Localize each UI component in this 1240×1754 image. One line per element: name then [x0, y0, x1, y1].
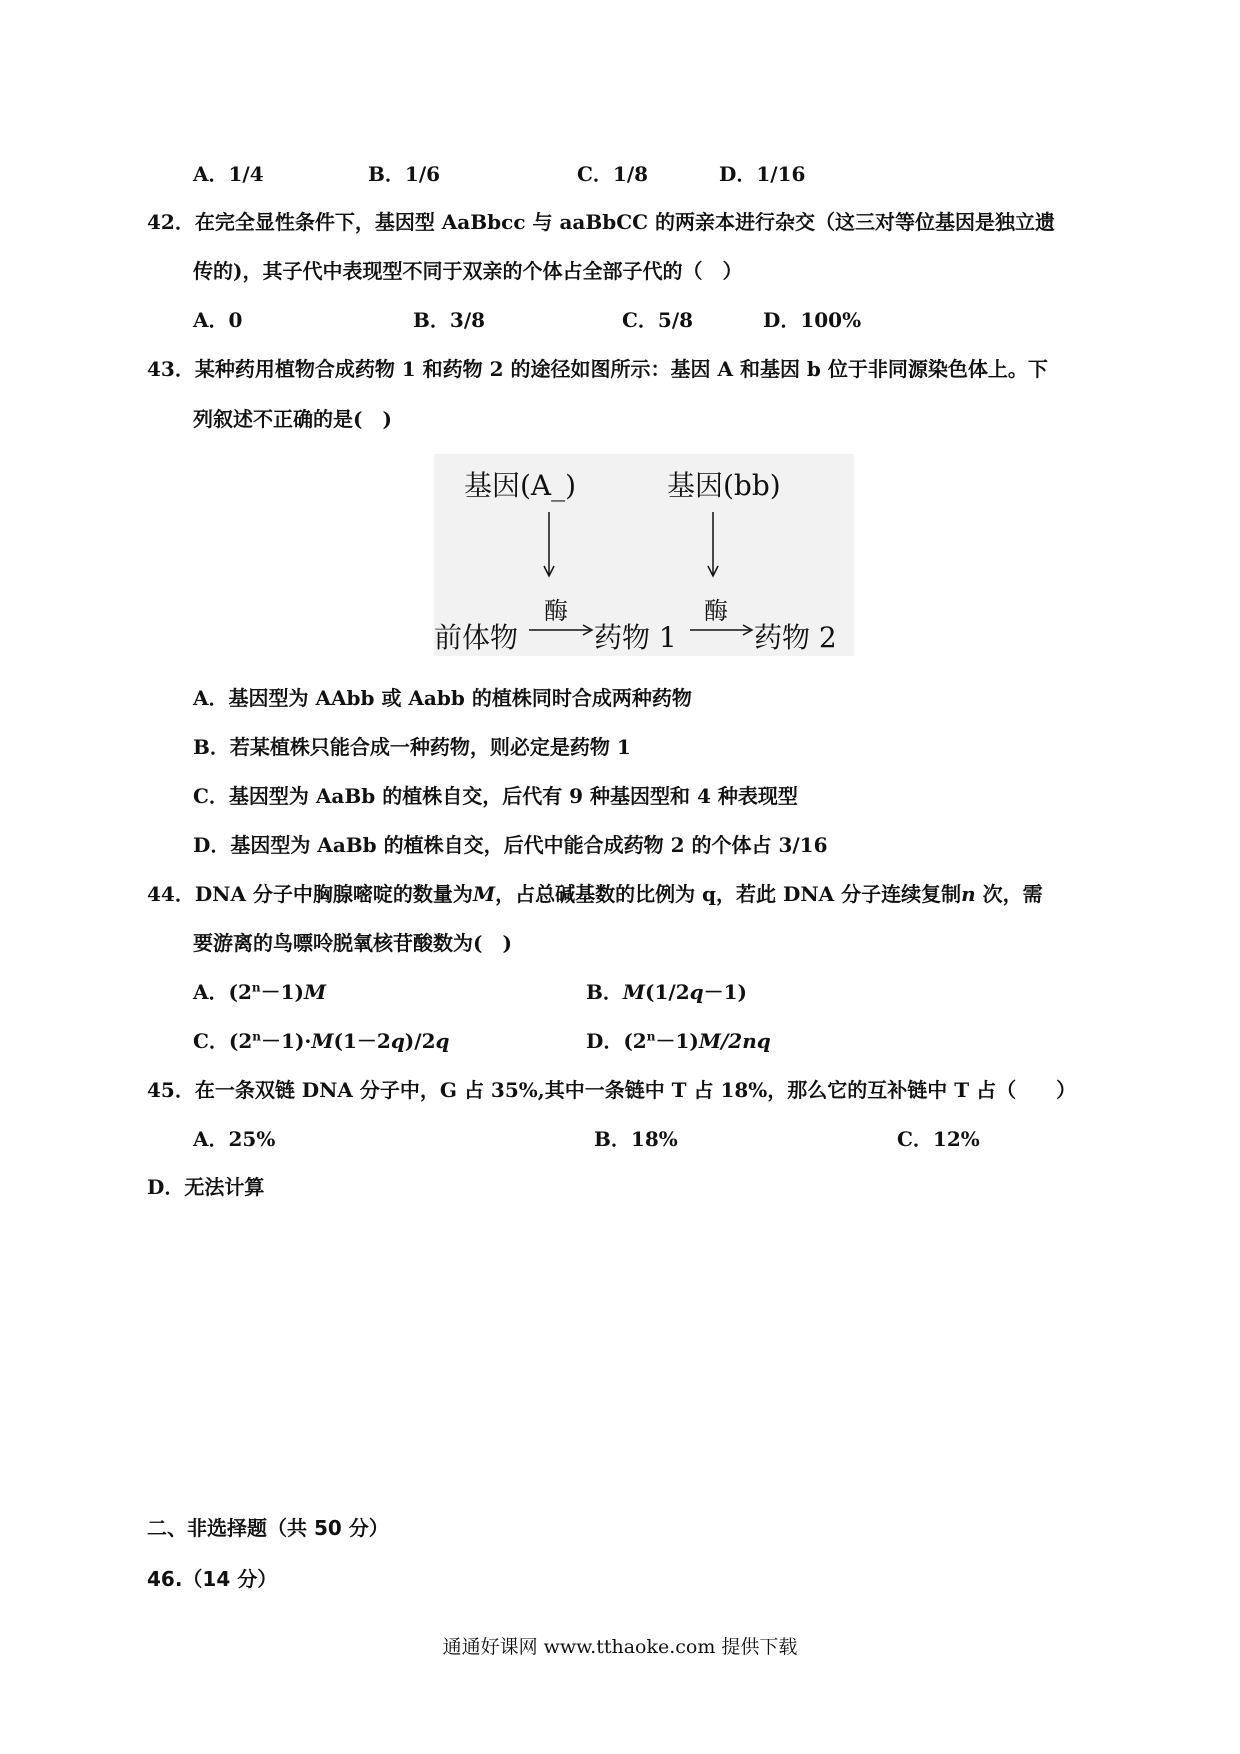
q44-option-d: [586, 1031, 771, 1051]
q46-heading: 46.（14 分）: [147, 1567, 278, 1591]
q42-stem-line2: 传的)，其子代中表现型不同于双亲的个体占全部子代的（ ）: [193, 259, 743, 283]
q44-option-c: [193, 1031, 449, 1051]
q44-c-var3: q: [435, 1029, 450, 1053]
q44-option-a: [193, 982, 326, 1002]
q42-option-a: A．0: [193, 308, 243, 332]
enzyme-2-label: 酶: [704, 597, 728, 625]
q44-c-rest: (1－2: [333, 1029, 391, 1053]
q44-a-mid: －1): [260, 980, 305, 1004]
q44-c-tail: )/2: [404, 1029, 436, 1053]
q44-b-prefix: B．: [586, 980, 623, 1004]
q44-c-exponent: n: [252, 1029, 262, 1044]
q45-option-d: D．无法计算: [147, 1175, 265, 1199]
enzyme-1-label: 酶: [544, 597, 568, 625]
q44-a-prefix: A．(2: [193, 980, 252, 1004]
q44-c-var2: q: [390, 1029, 405, 1053]
drug-1-label: 药物 1: [594, 621, 677, 654]
precursor-label: 前体物: [434, 621, 519, 654]
section-2-heading: 二、非选择题（共 50 分）: [147, 1516, 389, 1540]
q44-var-n: n: [961, 882, 976, 906]
q44-c-prefix: C．(2: [193, 1029, 253, 1053]
drug-2-label: 药物 2: [754, 621, 837, 654]
q44-b-var2: q: [689, 980, 704, 1004]
q44-b-var: M: [622, 980, 646, 1004]
q44-c-var: M: [311, 1029, 334, 1053]
q41-option-b: B．1/6: [368, 162, 441, 186]
gene-a-label: 基因(A_): [464, 469, 577, 502]
q44-stem-part-a: 44．DNA 分子中胸腺嘧啶的数量为: [147, 882, 473, 906]
q43-stem-line1: 43．某种药用植物合成药物 1 和药物 2 的途径如图所示：基因 A 和基因 b 位于非同源染色体上。下: [147, 357, 1048, 381]
q44-c-mid: －1)·: [261, 1029, 312, 1053]
q44-a-exponent: n: [251, 980, 261, 995]
q45-stem-line1: 45．在一条双链 DNA 分子中，G 占 35%,其中一条链中 T 占 18%，那么它的互补链中 T 占（ ）: [147, 1078, 1077, 1102]
q44-stem-line1: [147, 884, 1043, 904]
q42-stem-line1: 42．在完全显性条件下，基因型 AaBbcc 与 aaBbCC 的两亲本进行杂交（这三对等位基因是独立遗: [147, 210, 1056, 234]
q41-option-a: A．1/4: [193, 162, 264, 186]
q41-option-d: D．1/16: [719, 162, 806, 186]
q42-option-c: C．5/8: [622, 308, 694, 332]
q43-option-d: D．基因型为 AaBb 的植株自交，后代中能合成药物 2 的个体占 3/16: [193, 833, 828, 857]
q44-d-prefix: D．(2: [586, 1029, 647, 1053]
q43-stem-line2: 列叙述不正确的是( ): [193, 407, 392, 431]
q43-option-c: C．基因型为 AaBb 的植株自交，后代有 9 种基因型和 4 种表现型: [193, 784, 798, 808]
q45-option-a: A．25%: [193, 1127, 276, 1151]
q44-var-m: M: [472, 882, 496, 906]
q42-option-b: B．3/8: [413, 308, 486, 332]
gene-b-label: 基因(bb): [667, 469, 781, 502]
q44-stem-part-b: ，占总碱基数的比例为 q，若此 DNA 分子连续复制: [495, 882, 962, 906]
q45-option-b: B．18%: [594, 1127, 678, 1151]
q44-d-mid: －1): [655, 1029, 699, 1053]
q44-b-tail: －1): [703, 980, 748, 1004]
q44-b-rest: (1/2: [645, 980, 690, 1004]
q44-option-b: [586, 982, 747, 1002]
q44-stem-line2: 要游离的鸟嘌呤脱氧核苷酸数为( ): [193, 931, 512, 955]
q43-option-b: B．若某植株只能合成一种药物，则必定是药物 1: [193, 735, 631, 759]
q42-option-d: D．100%: [763, 308, 862, 332]
q45-option-c: C．12%: [897, 1127, 980, 1151]
q43-option-a: A．基因型为 AAbb 或 Aabb 的植株同时合成两种药物: [193, 686, 692, 710]
q44-d-var: M/2nq: [698, 1029, 771, 1053]
q41-option-c: C．1/8: [577, 162, 649, 186]
q44-a-var: M: [304, 980, 327, 1004]
q44-stem-part-c: 次，需: [975, 882, 1043, 906]
q44-d-exponent: n: [646, 1029, 656, 1044]
biosynthesis-pathway-figure: [434, 454, 854, 656]
page-footer: 通通好课网 www.tthaoke.com 提供下载: [442, 1636, 798, 1658]
